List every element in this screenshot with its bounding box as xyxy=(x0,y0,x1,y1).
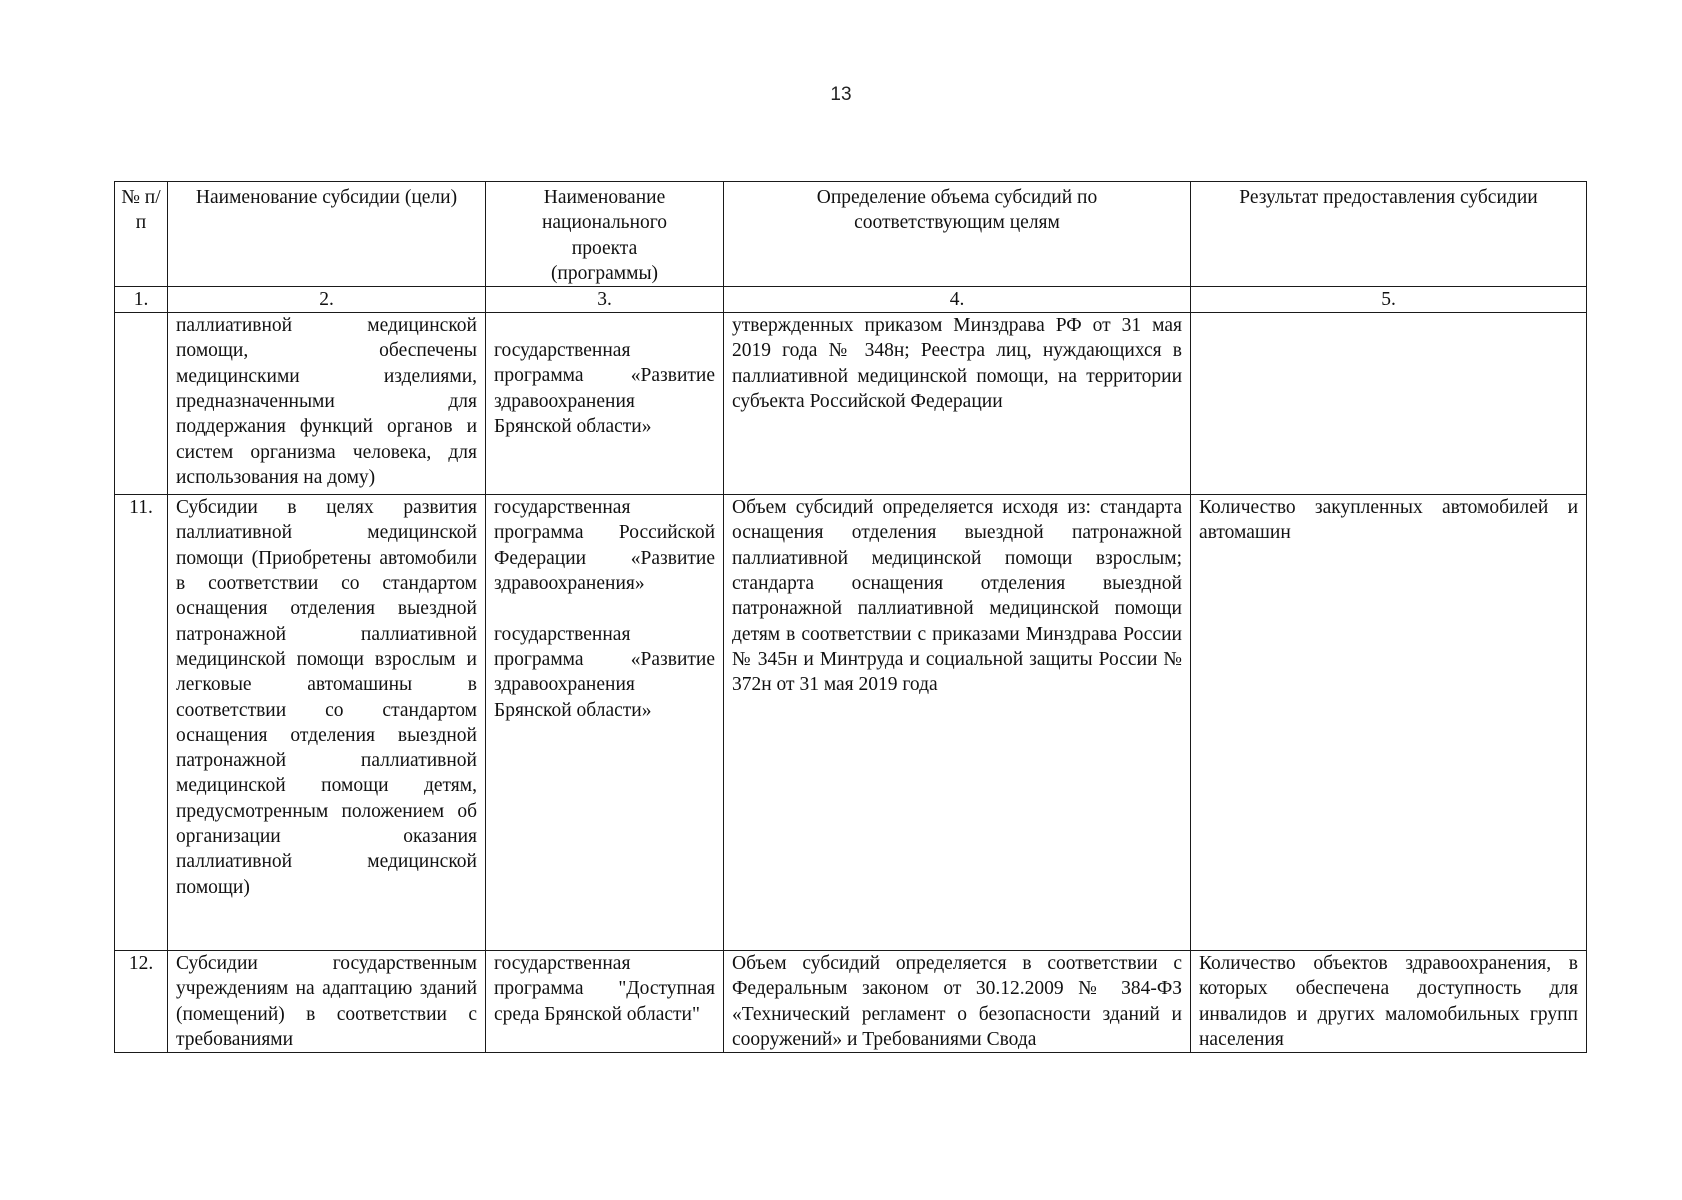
header-subsidy-name: Наименование субсидии (цели) xyxy=(168,182,486,287)
header-volume-definition: Определение объема субсидий по соответствующим целям xyxy=(724,182,1191,287)
volume-definition-cell: Объем субсидий определяется исходя из: стандарта оснащения отделения выездной патронажной паллиативной медицинской помощи взрослым; стандарта оснащения отделения выездной патронажной паллиативной медицинской помощи детям в соответствии с приказами Минздрава России № 345н и Минтруда и социальной защиты России № 372н от 31 мая 2019 года xyxy=(724,495,1191,951)
national-project-cell xyxy=(486,495,724,951)
table-header-row xyxy=(115,182,1587,287)
table-row xyxy=(115,951,1587,1053)
result-cell: Количество закупленных автомобилей и автомашин xyxy=(1191,495,1587,951)
national-project-text: государственная программа Российской Федерации «Развитие здравоохранения» xyxy=(494,497,715,595)
national-project-text: государственная программа «Развитие здравоохранения Брянской области» xyxy=(494,340,715,438)
header-number: № п/п xyxy=(115,182,168,287)
page-number: 13 xyxy=(830,84,852,105)
table-row xyxy=(115,313,1587,495)
column-number-2: 2. xyxy=(168,287,486,313)
table-row xyxy=(115,495,1587,951)
subsidy-table xyxy=(114,181,1587,1053)
national-project-cell xyxy=(486,313,724,495)
column-number-4: 4. xyxy=(724,287,1191,313)
national-project-cell: государственная программа "Доступная среда Брянской области" xyxy=(486,951,724,1053)
row-number xyxy=(115,313,168,495)
column-number-row xyxy=(115,287,1587,313)
subsidy-name-cell: Субсидии в целях развития паллиативной медицинской помощи (Приобретены автомобили в соответствии со стандартом оснащения отделения выездной патронажной паллиативной медицинской помощи взрослым и легковые автомашины в соответствии со стандартом оснащения отделения выездной патронажной паллиативной медицинской помощи детям, предусмотренным положением об организации оказания паллиативной медицинской помощи) xyxy=(168,495,486,951)
row-number: 11. xyxy=(115,495,168,951)
column-number-3: 3. xyxy=(486,287,724,313)
column-number-5: 5. xyxy=(1191,287,1587,313)
regional-program-text: государственная программа «Развитие здравоохранения Брянской области» xyxy=(494,623,715,721)
column-number-1: 1. xyxy=(115,287,168,313)
volume-definition-cell: утвержденных приказом Минздрава РФ от 31 мая 2019 года № 348н; Реестра лиц, нуждающихся в паллиативной медицинской помощи, на территории субъекта Российской Федерации xyxy=(724,313,1191,495)
subsidy-name-cell: Субсидии государственным учреждениям на адаптацию зданий (помещений) в соответствии с требованиями xyxy=(168,951,486,1053)
header-result: Результат предоставления субсидии xyxy=(1191,182,1587,287)
subsidy-name-cell: паллиативной медицинской помощи, обеспечены медицинскими изделиями, предназначенными для поддержания функций органов и систем организма человека, для использования на дому) xyxy=(168,313,486,495)
header-national-project: Наименование национального проекта (программы) xyxy=(486,182,724,287)
row-number: 12. xyxy=(115,951,168,1053)
result-cell: Количество объектов здравоохранения, в которых обеспечена доступность для инвалидов и других маломобильных групп населения xyxy=(1191,951,1587,1053)
volume-definition-cell: Объем субсидий определяется в соответствии с Федеральным законом от 30.12.2009 № 384-ФЗ «Технический регламент о безопасности зданий и сооружений» и Требованиями Свода xyxy=(724,951,1191,1053)
result-cell xyxy=(1191,313,1587,495)
